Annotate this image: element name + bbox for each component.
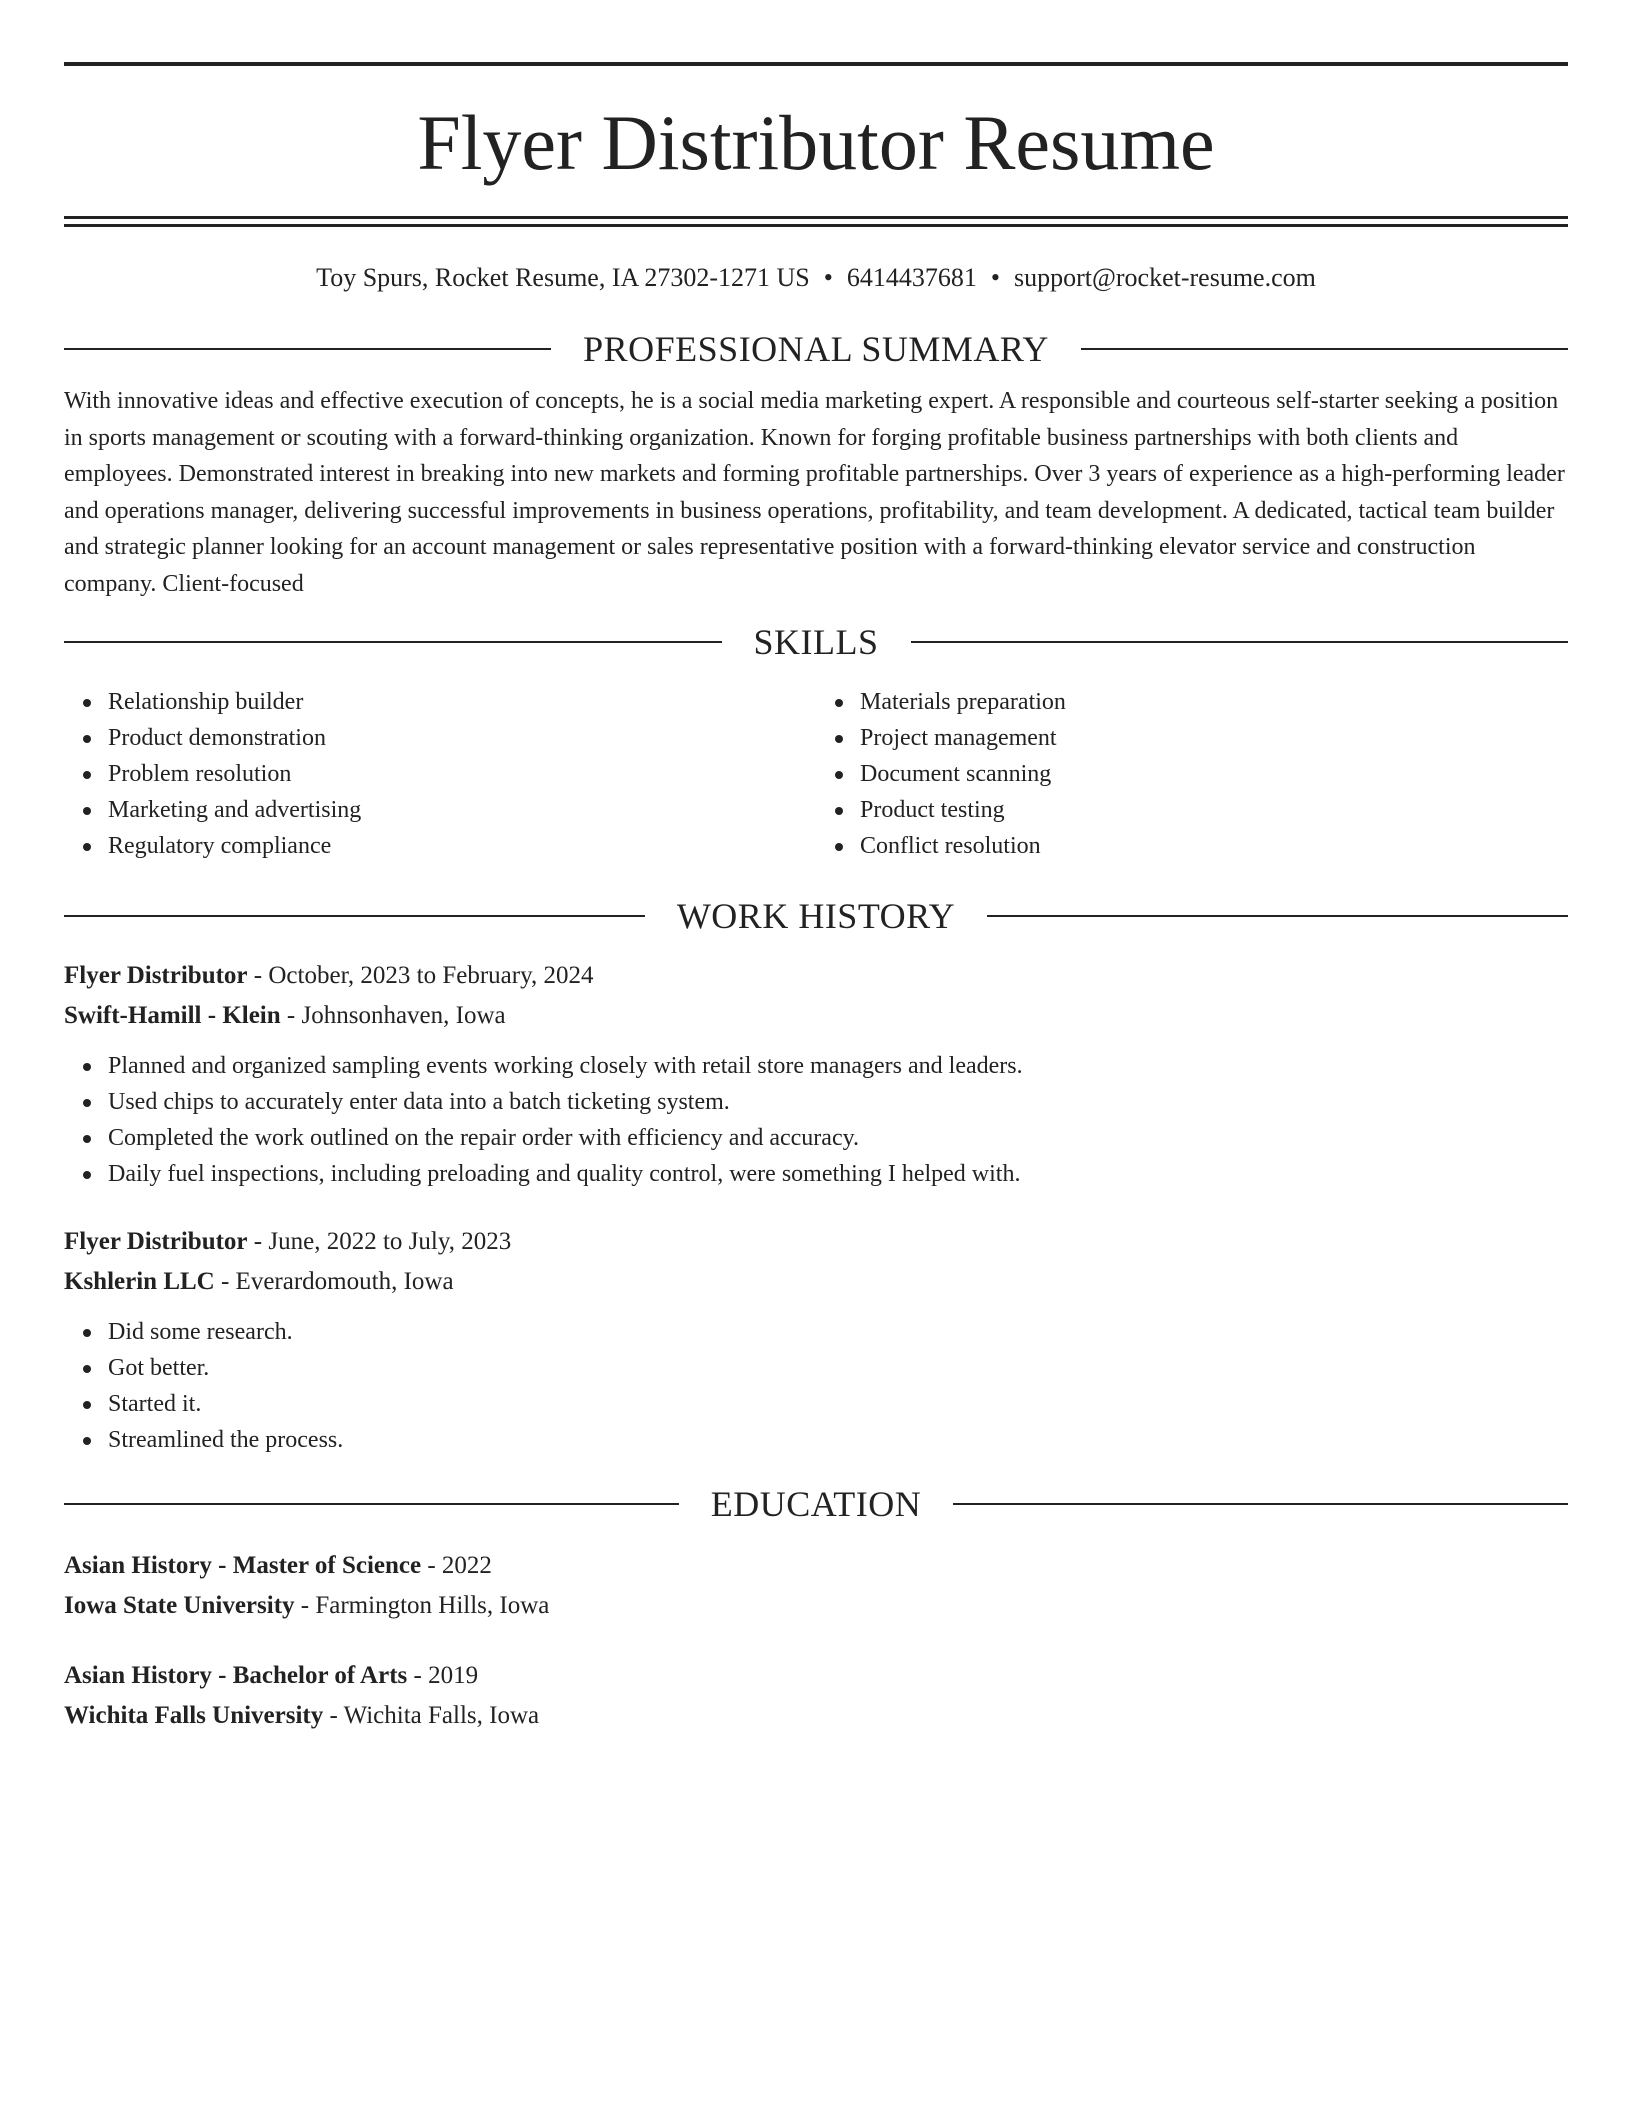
skill-item: Document scanning: [860, 756, 1568, 792]
skill-item: Conflict resolution: [860, 828, 1568, 864]
job-duty-item: Streamlined the process.: [108, 1422, 1568, 1458]
heading-rule: [64, 641, 722, 643]
job-duties: [64, 1314, 1568, 1458]
heading-rule: [1081, 348, 1568, 350]
section-heading-summary: [64, 327, 1568, 371]
summary-text: With innovative ideas and effective execution of concepts, he is a social media marketing expert. A responsible and courteous self-starter seeking a position in sports management or scouting with a forward-thinking organization. Known for forging profitable business partnerships with both clients and employees. Demonstrated interest in breaking into new markets and forming profitable partnerships. Over 3 years of experience as a high-performing leader and operations manager, delivering successful improvements in business operations, profitability, and team development. A dedicated, tactical team builder and strategic planner looking for an account management or sales representative position with a forward-thinking elevator service and construction company. Client-focused: [64, 388, 1565, 597]
skill-item: Regulatory compliance: [108, 828, 816, 864]
contact-email: support@rocket-resume.com: [1013, 263, 1316, 292]
education-degree: Asian History - Master of Science: [64, 1552, 422, 1579]
job-duty-item: Did some research.: [108, 1314, 1568, 1350]
education-location: - Farmington Hills, Iowa: [294, 1592, 550, 1619]
education-degree-line: [64, 1656, 1568, 1696]
job-entry: [64, 1222, 1568, 1458]
heading-rule: [911, 641, 1569, 643]
job-dates: - June, 2022 to July, 2023: [247, 1228, 512, 1255]
job-company: Kshlerin LLC: [64, 1268, 215, 1295]
job-duty-item: Used chips to accurately enter data into a batch ticketing system.: [108, 1084, 1568, 1120]
education-school: Iowa State University: [64, 1592, 295, 1619]
section-title: EDUCATION: [710, 1484, 922, 1524]
education-school-line: [64, 1696, 1568, 1736]
skill-item: Product testing: [860, 792, 1568, 828]
skills-column-left: [64, 684, 816, 864]
skills-list: [64, 684, 1568, 864]
job-company-line: [64, 996, 1568, 1036]
contact-separator: •: [990, 263, 1000, 292]
section-heading-work-history: [64, 894, 1568, 938]
job-company: Swift-Hamill - Klein: [64, 1002, 281, 1029]
section-heading-skills: [64, 620, 1568, 664]
section-title: WORK HISTORY: [676, 896, 956, 936]
heading-rule: [64, 1503, 679, 1505]
top-rule: [64, 62, 1568, 66]
skill-item: Product demonstration: [108, 720, 816, 756]
contact-address: Toy Spurs, Rocket Resume, IA 27302-1271 US: [316, 263, 810, 292]
education-degree-line: [64, 1546, 1568, 1586]
job-location: - Everardomouth, Iowa: [214, 1268, 454, 1295]
section-heading-education: [64, 1482, 1568, 1526]
job-duty-item: Daily fuel inspections, including preloading and quality control, were something I helped with.: [108, 1156, 1568, 1192]
job-location: - Johnsonhaven, Iowa: [280, 1002, 506, 1029]
job-duty-item: Planned and organized sampling events working closely with retail store managers and leaders.: [108, 1048, 1568, 1084]
skill-item: Relationship builder: [108, 684, 816, 720]
job-title: Flyer Distributor: [64, 962, 248, 989]
education-degree: Asian History - Bachelor of Arts: [64, 1662, 408, 1689]
job-title-line: [64, 1222, 1568, 1262]
job-company-line: [64, 1262, 1568, 1302]
skill-item: Problem resolution: [108, 756, 816, 792]
contact-line: [64, 261, 1568, 295]
job-title: Flyer Distributor: [64, 1228, 248, 1255]
job-duty-item: Started it.: [108, 1386, 1568, 1422]
education-year: - 2022: [421, 1552, 492, 1579]
section-title: PROFESSIONAL SUMMARY: [583, 329, 1049, 369]
job-duty-item: Got better.: [108, 1350, 1568, 1386]
education-school-line: [64, 1586, 1568, 1626]
heading-rule: [987, 915, 1568, 917]
job-duty-item: Completed the work outlined on the repair order with efficiency and accuracy.: [108, 1120, 1568, 1156]
education-entry: [64, 1656, 1568, 1736]
heading-rule: [64, 348, 551, 350]
contact-phone: 6414437681: [846, 263, 977, 292]
job-duties: [64, 1048, 1568, 1192]
job-title-line: [64, 956, 1568, 996]
contact-separator: •: [823, 263, 833, 292]
skill-item: Marketing and advertising: [108, 792, 816, 828]
skill-item: Project management: [860, 720, 1568, 756]
education-entry: [64, 1546, 1568, 1626]
heading-rule: [64, 915, 645, 917]
skills-column-right: [816, 684, 1568, 864]
heading-rule: [953, 1503, 1568, 1505]
title-double-rule: [64, 216, 1568, 227]
skill-item: Materials preparation: [860, 684, 1568, 720]
section-title: SKILLS: [753, 622, 879, 662]
education-year: - 2019: [407, 1662, 479, 1689]
job-entry: [64, 956, 1568, 1192]
education-location: - Wichita Falls, Iowa: [323, 1702, 540, 1729]
job-dates: - October, 2023 to February, 2024: [247, 962, 594, 989]
education-school: Wichita Falls University: [64, 1702, 324, 1729]
page-title: Flyer Distributor Resume: [417, 99, 1215, 186]
